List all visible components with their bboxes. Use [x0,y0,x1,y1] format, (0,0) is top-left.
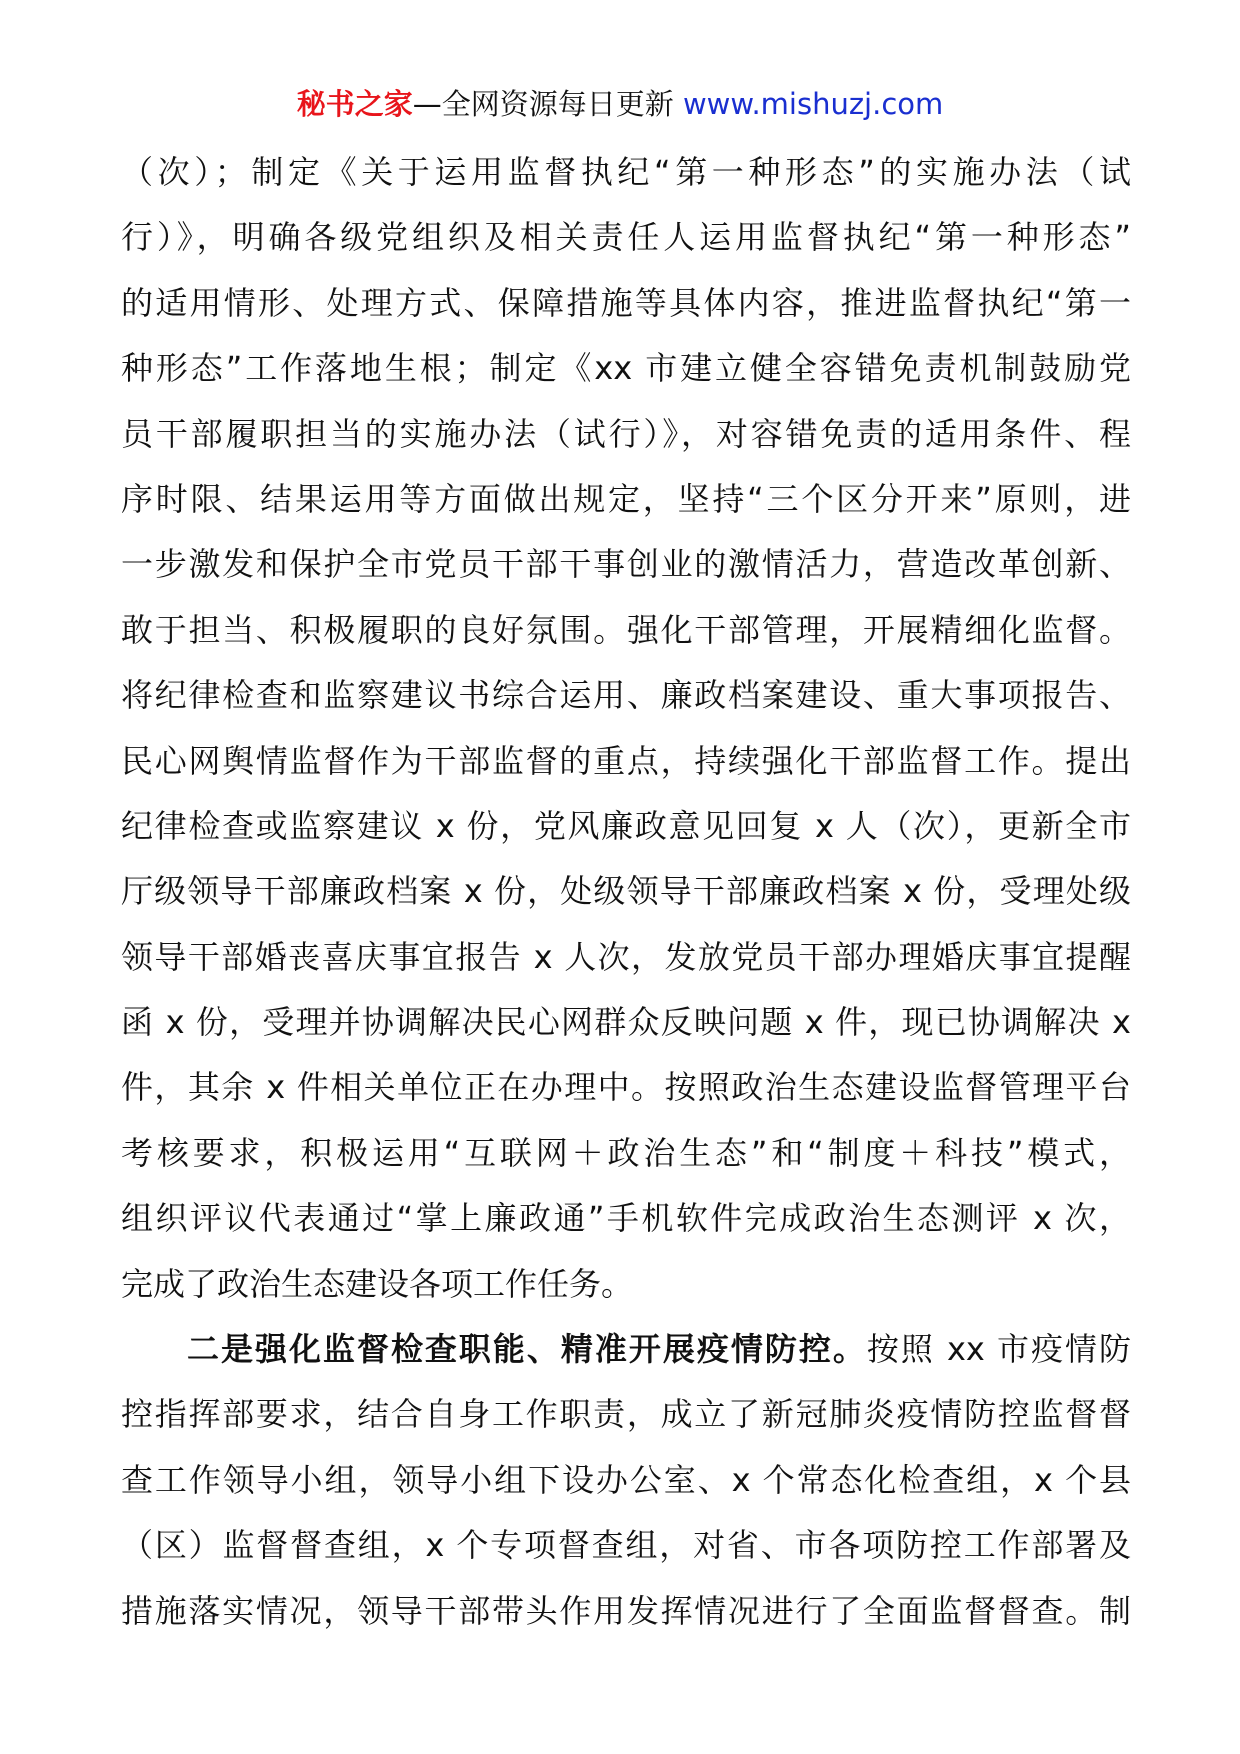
text-line: 将纪律检查和监察建议书综合运用、廉政档案建设、重大事项报告、 [121,676,1131,715]
text-line-first [121,1317,1131,1382]
paragraph-heading: 二是强化监督检查职能、精准开展疫情防控。 [185,1330,867,1369]
text-line: 件，其余 x 件相关单位正在办理中。按照政治生态建设监督管理平台 [121,1068,1131,1107]
text-line: 员干部履职担当的实施办法（试行）》，对容错免责的适用条件、程 [121,414,1131,453]
text-line: 函 x 份，受理并协调解决民心网群众反映问题 x 件，现已协调解决 x [121,1003,1131,1042]
text-line: 行）》，明确各级党组织及相关责任人运用监督执纪“第一种形态” [121,218,1131,257]
paragraph-epidemic-prevention [121,1317,1131,1644]
text-line: （区）监督督查组，x 个专项督查组，对省、市各项防控工作部署及 [121,1526,1131,1565]
text-line: 敢于担当、积极履职的良好氛围。强化干部管理，开展精细化监督。 [121,610,1131,649]
text-line: 领导干部婚丧喜庆事宜报告 x 人次，发放党员干部办理婚庆事宜提醒 [121,937,1131,976]
paragraph-supervision-management [121,140,1131,1317]
text-line: 的适用情形、处理方式、保障措施等具体内容，推进监督执纪“第一 [121,283,1131,322]
text-line: （次）；制定《关于运用监督执纪“第一种形态”的实施办法（试 [121,153,1131,191]
text-line: 考核要求，积极运用“互联网＋政治生态”和“制度＋科技”模式， [121,1133,1131,1172]
text-line: 控指挥部要求，结合自身工作职责，成立了新冠肺炎疫情防控监督督 [121,1395,1131,1434]
document-body [121,140,1131,1644]
site-tagline: —全网资源每日更新 [412,87,683,121]
site-url-link[interactable]: www.mishuzj.com [682,87,944,121]
text-line: 种形态”工作落地生根；制定《xx 市建立健全容错免责机制鼓励党 [121,349,1131,388]
text-line: 序时限、结果运用等方面做出规定，坚持“三个区分开来”原则，进 [121,479,1131,518]
text-line: 一步激发和保护全市党员干部干事创业的激情活力，营造改革创新、 [121,545,1131,584]
text-line: 完成了政治生态建设各项工作任务。 [121,1264,634,1303]
site-brand: 秘书之家 [296,87,413,121]
text-line: 民心网舆情监督作为干部监督的重点，持续强化干部监督工作。提出 [121,741,1131,780]
heading-continuation: 按照 xx 市疫情防 [866,1330,1131,1369]
text-line: 纪律检查或监察建议 x 份，党风廉政意见回复 x 人（次），更新全市 [121,806,1131,845]
text-line: 查工作领导小组，领导小组下设办公室、x 个常态化检查组，x 个县 [121,1460,1131,1499]
text-line: 厅级领导干部廉政档案 x 份，处级领导干部廉政档案 x 份，受理处级 [121,872,1131,911]
text-line: 措施落实情况，领导干部带头作用发挥情况进行了全面监督督查。制 [121,1591,1131,1630]
site-header [0,84,1240,124]
text-line: 组织评议代表通过“掌上廉政通”手机软件完成政治生态测评 x 次， [121,1199,1131,1238]
